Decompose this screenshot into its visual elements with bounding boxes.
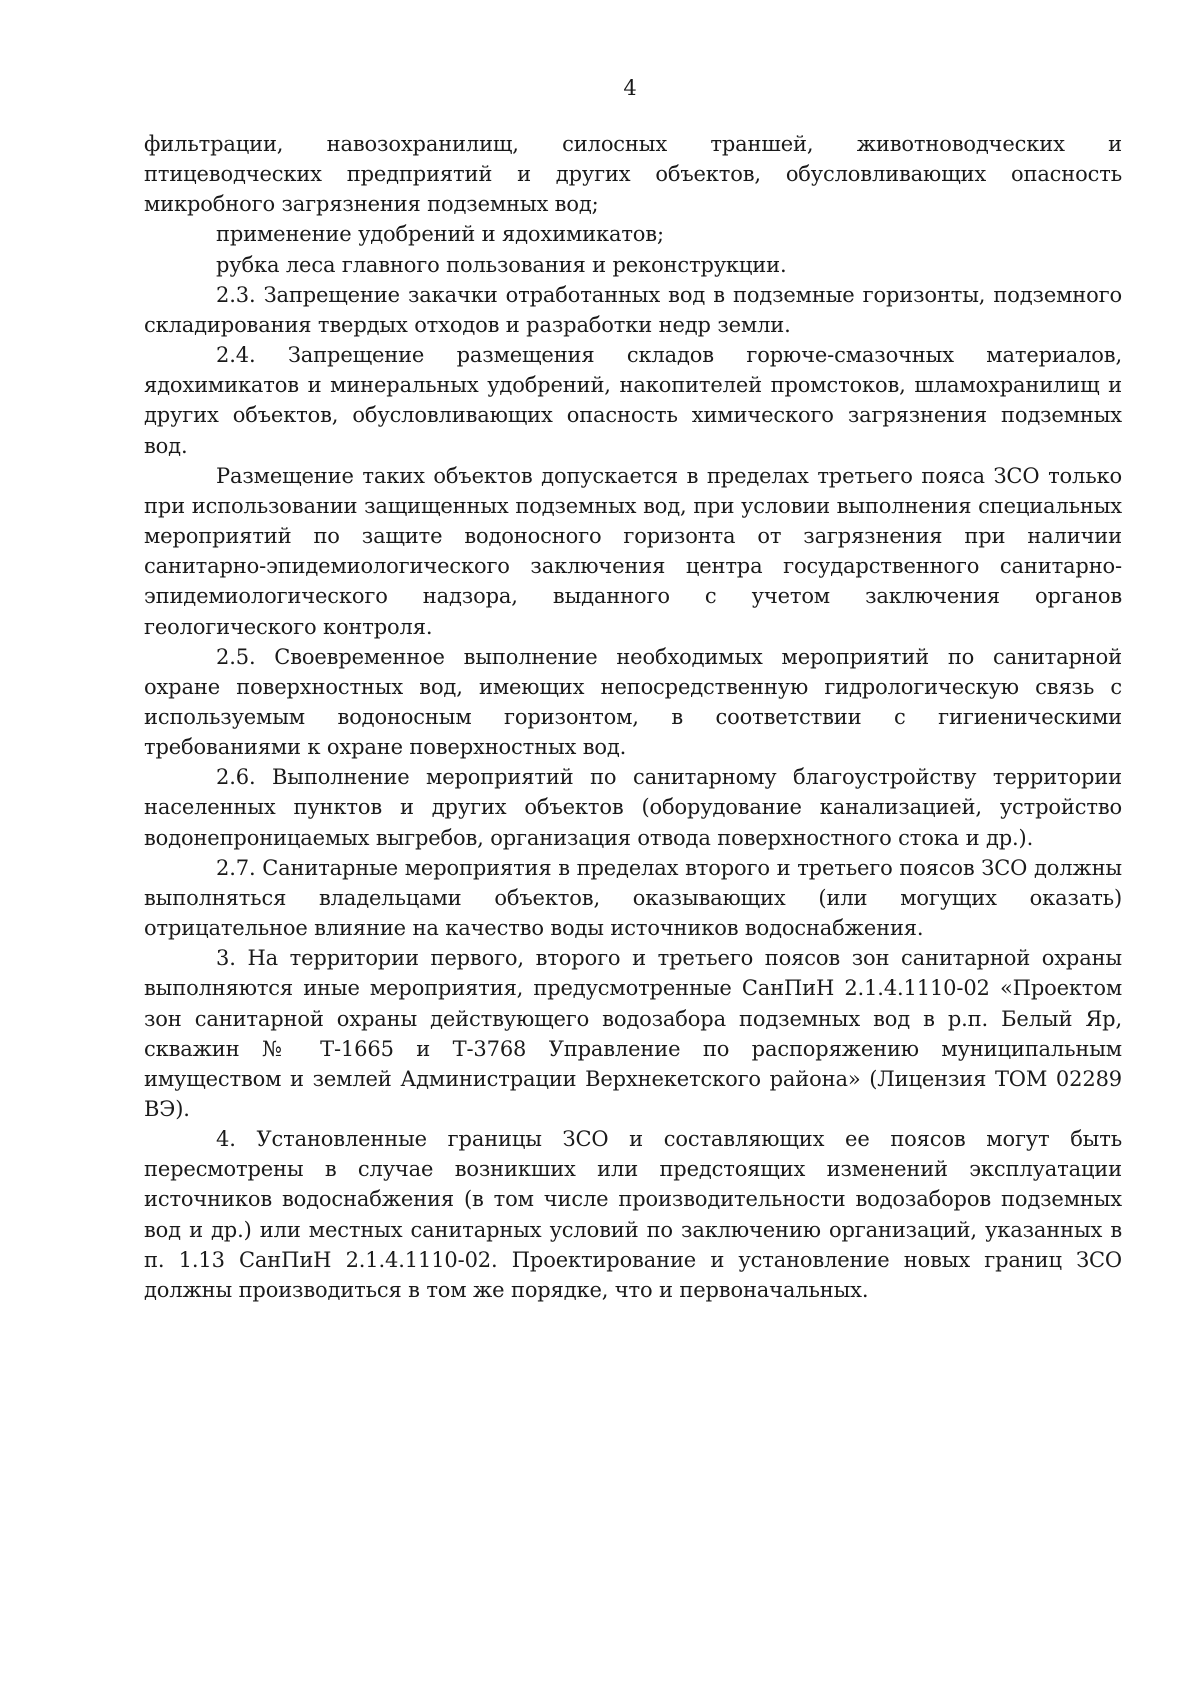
paragraph-3: 3. На территории первого, второго и третьего поясов зон санитарной охраны выполняются иные мероприятия, предусмотренные СанПиН 2.1.4.1110-02 «Проектом зон санитарной охраны действующего водозабора подземных вод в р.п. Белый Яр, скважин № Т-1665 и Т-3768 Управление по распоряжению муниципальным имуществом и землей Администрации Верхнекетского района» (Лицензия ТОМ 02289 ВЭ).	[144, 946, 1122, 1121]
paragraph-2-7: 2.7. Санитарные мероприятия в пределах второго и третьего поясов ЗСО должны выполняться владельцами объектов, оказывающих (или могущих оказать) отрицательное влияние на качество воды источников водоснабжения.	[144, 855, 1122, 941]
paragraph-2-3: 2.3. Запрещение закачки отработанных вод в подземные горизонты, подземного складирования твердых отходов и разработки недр земли.	[144, 282, 1122, 337]
paragraph-2-4: 2.4. Запрещение размещения складов горюче-смазочных материалов, ядохимикатов и минеральных удобрений, накопителей промстоков, шламохранилищ и других объектов, обусловливающих опасность химического загрязнения подземных вод.	[144, 343, 1122, 458]
paragraph-2-6: 2.6. Выполнение мероприятий по санитарному благоустройству территории населенных пунктов и других объектов (оборудование канализацией, устройство водонепроницаемых выгребов, организация отвода поверхностного стока и др.).	[144, 765, 1122, 850]
document-body	[144, 129, 1122, 1305]
paragraph-continuation: фильтрации, навозохранилищ, силосных траншей, животноводческих и птицеводческих предприятий и других объектов, обусловливающих опасность микробного загрязнения подземных вод;	[144, 132, 1122, 217]
page-number: 4	[623, 76, 637, 100]
paragraph-logging: рубка леса главного пользования и реконструкции.	[216, 252, 787, 277]
paragraph-placement: Размещение таких объектов допускается в пределах третьего пояса ЗСО только при использовании защищенных подземных вод, при условии выполнения специальных мероприятий по защите водоносного горизонта от загрязнения при наличии санитарно-эпидемиологического заключения центра государственного санитарно-эпидемиологического надзора, выданного с учетом заключения органов геологического контроля.	[144, 463, 1122, 639]
paragraph-fertilizers: применение удобрений и ядохимикатов;	[216, 222, 664, 247]
paragraph-4: 4. Установленные границы ЗСО и составляющих ее поясов могут быть пересмотрены в случае возникших или предстоящих изменений эксплуатации источников водоснабжения (в том числе производительности водозаборов подземных вод и др.) или местных санитарных условий по заключению организаций, указанных в п. 1.13 СанПиН 2.1.4.1110-02. Проектирование и установление новых границ ЗСО должны производиться в том же порядке, что и первоначальных.	[144, 1127, 1122, 1302]
paragraph-2-5: 2.5. Своевременное выполнение необходимых мероприятий по санитарной охране поверхностных вод, имеющих непосредственную гидрологическую связь с используемым водоносным горизонтом, в соответствии с гигиеническими требованиями к охране поверхностных вод.	[144, 644, 1122, 760]
